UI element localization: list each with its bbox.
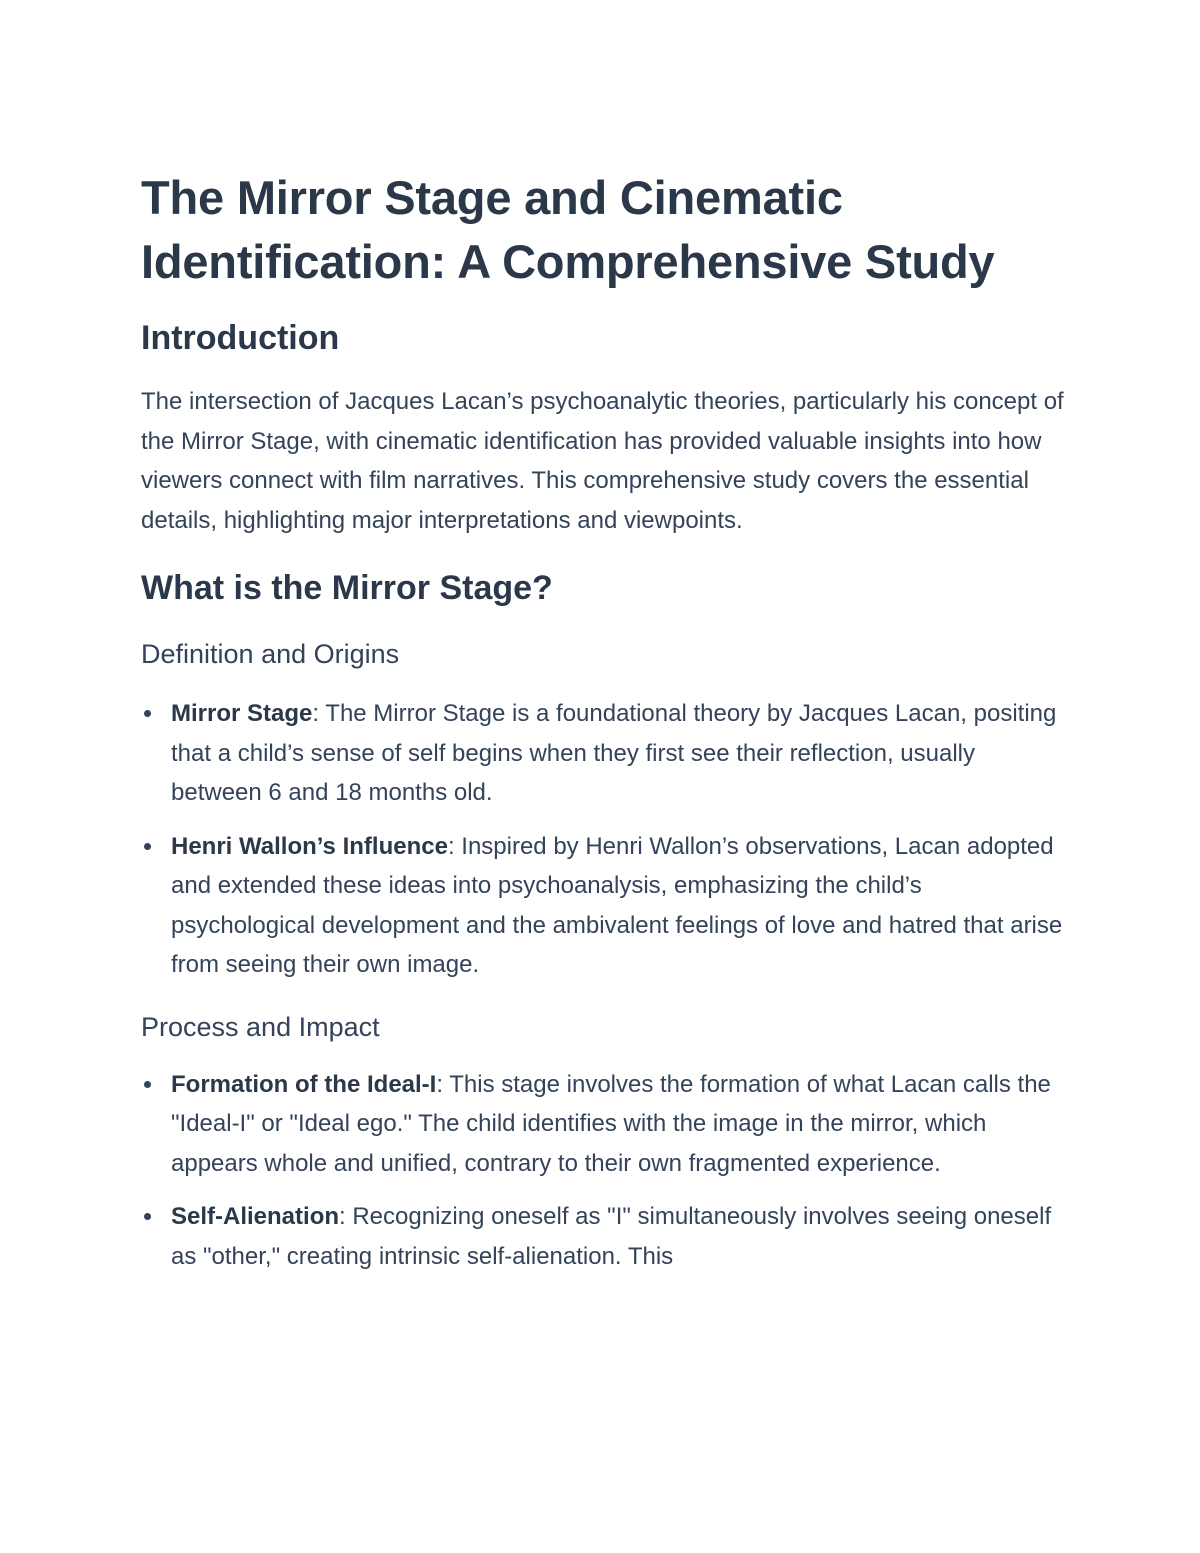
- list-item-term: Formation of the Ideal-I: [171, 1070, 437, 1098]
- definition-origins-list: [141, 694, 1071, 985]
- list-item: [141, 1065, 1071, 1184]
- introduction-heading: Introduction: [141, 319, 340, 357]
- document-page: [141, 166, 1071, 1276]
- list-item-text: : Recognizing oneself as "I" simultaneously involves seeing oneself as "other," creating intrinsic self-alienation. This: [171, 1203, 1052, 1270]
- process-impact-heading: Process and Impact: [141, 1011, 380, 1042]
- list-item-term: Mirror Stage: [171, 700, 313, 727]
- introduction-paragraph: The intersection of Jacques Lacan’s psychoanalytic theories, particularly his concept of the Mirror Stage, with cinematic identification has provided valuable insights into how viewers connect with film narratives. This comprehensive study covers the essential details, highlighting major interpretations and viewpoints.: [141, 388, 1064, 534]
- definition-origins-heading: Definition and Origins: [141, 639, 400, 669]
- bullet-icon: [144, 1213, 151, 1220]
- bullet-icon: [144, 843, 151, 850]
- list-item: [141, 827, 1071, 985]
- list-item-text: : Inspired by Henri Wallon’s observations, Lacan adopted and extended these ideas into psychoanalysis, emphasizing the child’s psychological development and the ambivalent feelings of love and hatred that arise from seeing their own image.: [171, 832, 1063, 978]
- list-item-term: Self-Alienation: [171, 1203, 340, 1230]
- document-title: The Mirror Stage and Cinematic Identification: A Comprehensive Study: [141, 171, 995, 288]
- list-item-text: : This stage involves the formation of what Lacan calls the "Ideal-I" or "Ideal ego." The child identifies with the image in the mirror, which appears whole and unified, contrary to their own fragmented experience.: [171, 1070, 1051, 1177]
- bullet-icon: [144, 710, 151, 717]
- bullet-icon: [144, 1081, 151, 1088]
- list-item: [141, 1197, 1071, 1276]
- process-impact-list: [141, 1065, 1071, 1277]
- list-item-term: Henri Wallon’s Influence: [171, 832, 448, 860]
- mirror-stage-heading: What is the Mirror Stage?: [141, 569, 553, 607]
- list-item-text: : The Mirror Stage is a foundational theory by Jacques Lacan, positing that a child’s sense of self begins when they first see their reflection, usually between 6 and 18 months old.: [171, 700, 1057, 806]
- list-item: [141, 694, 1071, 813]
